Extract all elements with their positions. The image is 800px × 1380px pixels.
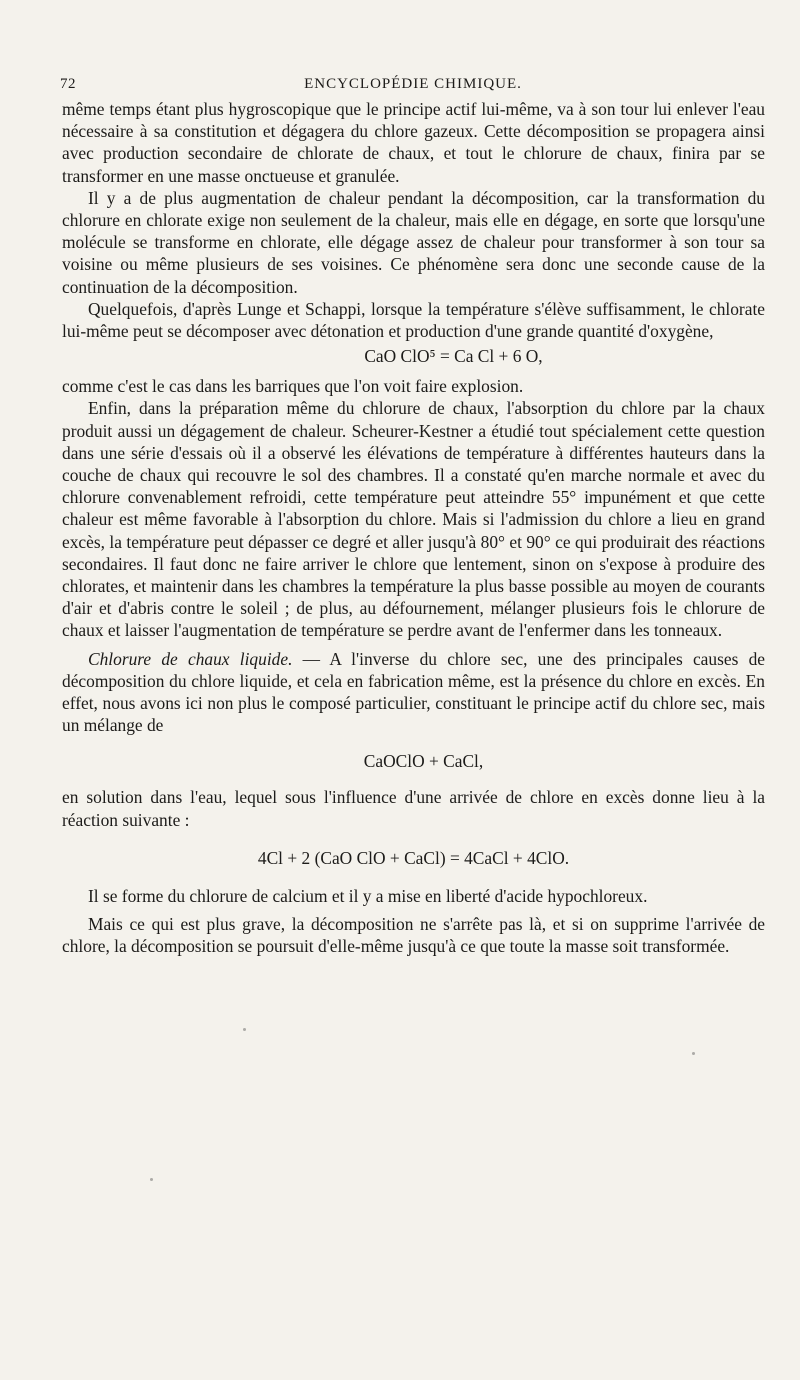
paragraph-chlorate-detonation: Quelquefois, d'après Lunge et Schappi, lorsque la température s'élève suffisamment, le chlorate lui-même peut se décomposer avec détonation et production d'une grande quantité d'oxygène, <box>62 298 765 342</box>
running-header <box>60 76 766 96</box>
paragraph-preparation: Enfin, dans la préparation même du chlorure de chaux, l'absorption du chlore par la chaux produit aussi un dégagement de chaleur. Scheurer-Kestner a étudié tout spécialement cette question dans une série d'essais où il a observé les élévations de température à différentes hauteurs dans la couche de chaux qui recouvre le sol des chambres. Il a constaté qu'en marche normale et avec du chlorure convenablement refroidi, cette température peut atteindre 55° impunément et que cette chaleur est même favorable à l'absorption du chlore. Mais si l'admission du chlore a lieu en grand excès, la température peut dépasser ce degré et aller jusqu'à 80° et 90° ce qui produirait des réactions secondaires. Il faut donc ne faire arriver le chlore que lentement, sinon on s'expose à produire des chlorates, et maintenir dans les chambres la température la plus basse possible au moyen de courants d'air et d'abris contre le soleil ; de plus, au défournement, mélanger plusieurs fois le chlorure de chaux et laisser l'augmentation de température se perdre avant de l'enfermer dans les tonneaux. <box>62 398 765 641</box>
section-title-liquid-chloride: Chlorure de chaux liquide. <box>88 648 293 669</box>
paragraph-hypochlorous: Il se forme du chlorure de calcium et il y a mise en liberté d'acide hypochloreux. <box>88 885 648 906</box>
paragraph-solution: en solution dans l'eau, lequel sous l'influence d'une arrivée de chlore en excès donne lieu à la réaction suivante : <box>62 787 765 830</box>
paragraph-transformation: Mais ce qui est plus grave, la décomposition ne s'arrête pas là, et si on supprime l'arrivée de chlore, la décomposition se poursuit d'elle-même jusqu'à ce que toute la masse soit transformée. <box>62 914 765 957</box>
ink-speck <box>692 1052 695 1055</box>
formula-mixture: CaOClO + CaCl, <box>363 751 484 772</box>
paragraph-liquid-chloride <box>62 648 765 737</box>
ink-speck <box>257 498 260 501</box>
page-number: 72 <box>60 76 76 92</box>
paragraph-continuation: même temps étant plus hygroscopique que le principe actif lui-même, va à son tour lui enlever l'eau nécessaire à sa constitution et dégagera du chlore gazeux. Cette décomposition se propagera ainsi avec production secondaire de chlorate de chaux, et tout le chlorure de chaux, finira par se transformer en une masse onctueuse et granulée. <box>62 99 765 186</box>
formula-chlorate-decomposition: CaO ClO⁵ = Ca Cl + 6 O, <box>364 346 543 367</box>
paragraph-liquid-chloride-text: — A l'inverse du chlore sec, une des principales causes de décomposition du chlore liquide, et cela en fabrication même, est la présence du chlore en excès. En effet, nous avons ici non plus le composé particulier, constituant le principe actif du chlore sec, mais un mélange de <box>62 648 765 736</box>
ink-speck <box>150 1178 153 1181</box>
page-body <box>62 98 765 958</box>
paragraph-barrels: comme c'est le cas dans les barriques que l'on voit faire explosion. <box>62 376 524 397</box>
paragraph-heat-increase: Il y a de plus augmentation de chaleur pendant la décomposition, car la transformation du chlorure en chlorate exige non seulement de la chaleur, mais elle en dégage, en sorte que lorsqu'une molécule se transforme en chlorate, elle dégage assez de chaleur pour transformer à son tour sa voisine ou même plusieurs de ses voisines. Ce phénomène sera donc une seconde cause de la continuation de la décomposition. <box>62 187 765 297</box>
ink-speck <box>243 1028 246 1031</box>
formula-reaction: 4Cl + 2 (CaO ClO + CaCl) = 4CaCl + 4ClO. <box>257 847 570 868</box>
running-title: ENCYCLOPÉDIE CHIMIQUE. <box>304 76 522 92</box>
